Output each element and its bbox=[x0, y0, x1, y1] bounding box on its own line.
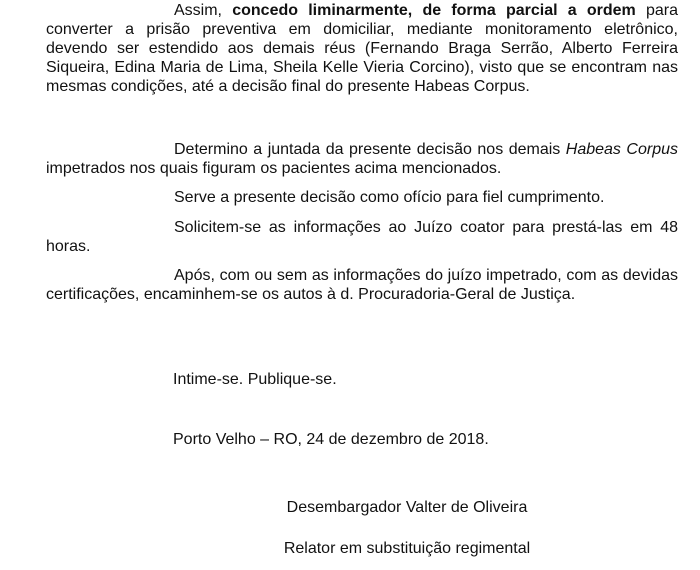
decision-bold-text: concedo liminarmente, de forma parcial a ordem bbox=[232, 2, 636, 19]
place-date-line: Porto Velho – RO, 24 de dezembro de 2018. bbox=[173, 431, 489, 448]
decision-rest: para converter a prisão preventiva em domiciliar, mediante monitoramento eletrônico, devendo ser estendido aos demais réus (Fernando Braga Serrão, Alberto Ferreira Siqueira, Edina Maria de Lima, Sheila Kelle Vieria Corcino), visto que se encontram nas mesmas condições, até a decisão final do presente Habeas Corpus. bbox=[46, 2, 679, 95]
paragraph-forwarding: Após, com ou sem as informações do juízo impetrado, com as devidas certificações, encaminhem-se os autos à d. Procuradoria-Geral de Justiça. bbox=[46, 267, 678, 303]
paragraph-information-request: Solicitem-se as informações ao Juízo coator para prestá-las em 48 horas. bbox=[46, 219, 678, 255]
paragraph-joinder bbox=[46, 140, 678, 178]
joinder-lead: Determino a juntada da presente decisão nos demais bbox=[174, 141, 566, 158]
signer-name: Desembargador Valter de Oliveira bbox=[286, 499, 528, 516]
decision-lead: Assim, bbox=[174, 2, 233, 19]
signer-role: Relator em substituição regimental bbox=[283, 540, 531, 557]
paragraph-official-letter: Serve a presente decisão como ofício para fiel cumprimento. bbox=[174, 189, 605, 206]
joinder-italic-term: Habeas Corpus bbox=[565, 141, 679, 158]
paragraph-decision bbox=[46, 1, 678, 96]
intimation-line: Intime-se. Publique-se. bbox=[173, 371, 337, 388]
joinder-rest: impetrados nos quais figuram os pacientes acima mencionados. bbox=[46, 160, 502, 177]
